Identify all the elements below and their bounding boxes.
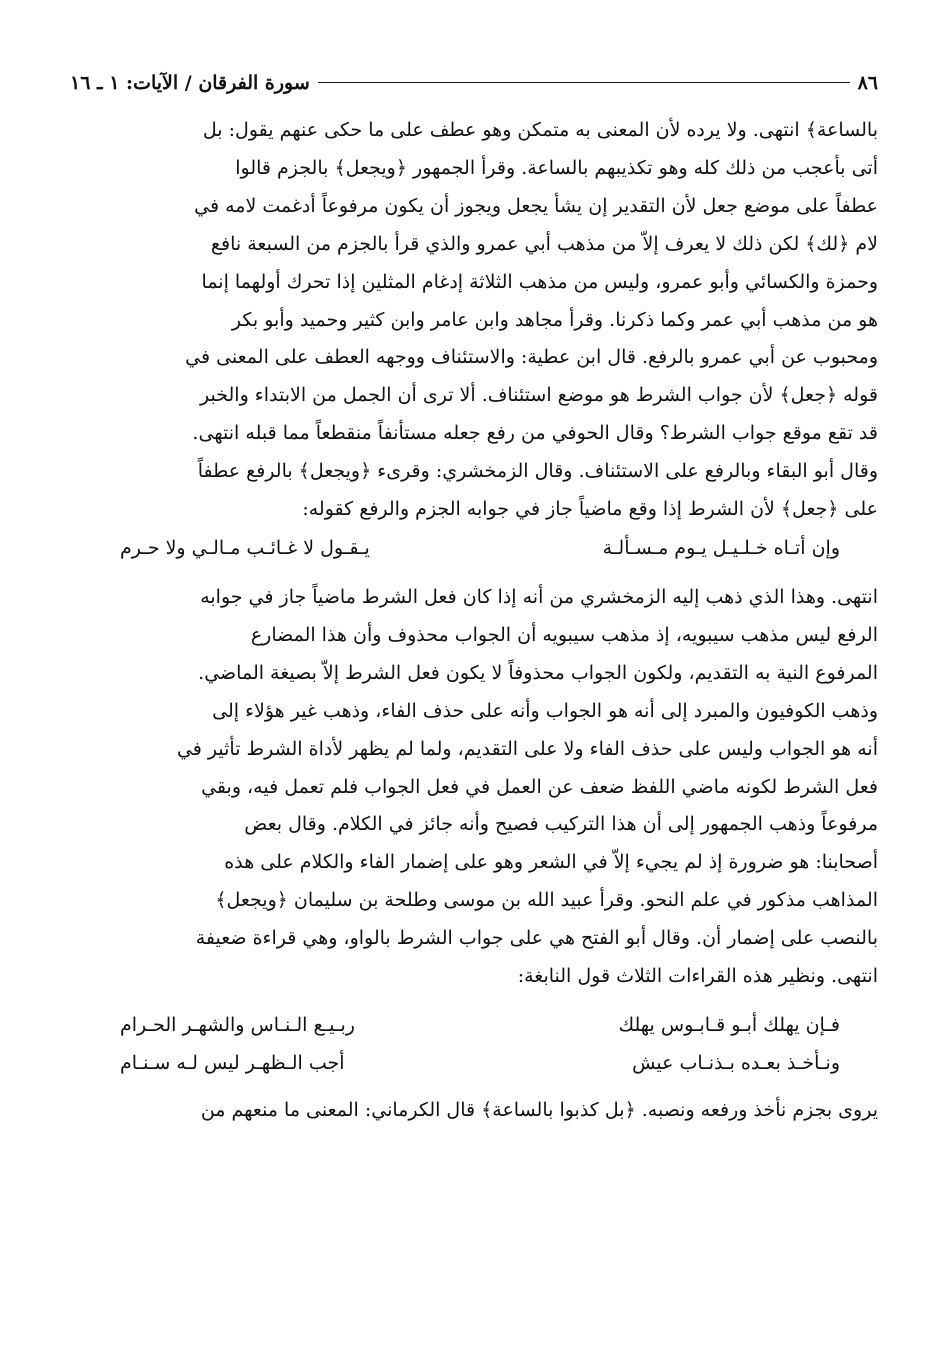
text-line: وذهب الكوفيون والمبرد إلى أنه هو الجواب وأنه على حذف الفاء، وذهب غير هؤلاء إلى [212, 699, 878, 722]
text-line: هو من مذهب أبي عمر وكما ذكرنا. وقرأ مجاهد وابن عامر وابن كثير وحميد وأبو بكر [231, 308, 878, 331]
text-line: المذاهب مذكور في علم النحو. وقرأ عبيد الله بن موسى وطلحة بن سليمان ﴿ويجعل﴾ [215, 889, 878, 912]
book-page [70, 72, 878, 1130]
text-line: الرفع ليس مذهب سيبويه، إذ مذهب سيبويه أن الجواب محذوف وأن هذا المضارع [250, 623, 878, 646]
running-header [70, 72, 878, 112]
paragraph-2 [70, 579, 878, 996]
text-line: أنه هو الجواب وليس على حذف الفاء ولا على التقديم، ولما لم يظهر لأداة الشرط تأثير في [176, 737, 878, 760]
page-number: ٨٦ [857, 72, 878, 94]
text-line: انتهى. ونظير هذه القراءات الثلاث قول النابغة: [517, 965, 878, 988]
text-line: بالساعة﴾ انتهى. ولا يرده لأن المعنى به متمكن وهو عطف على ما حكى عنهم يقول: بل [202, 119, 878, 141]
text-line: مرفوعاً وذهب الجمهور إلى أن هذا التركيب فصيح وأنه جائز في الكلام. وقال بعض [244, 813, 878, 836]
poetry-verse [70, 529, 878, 567]
text-line: وقال أبو البقاء وبالرفع على الاستئناف. وقال الزمخشري: وقرىء ﴿ويجعل﴾ بالرفع عطفاً [197, 460, 878, 483]
text-line: بالنصب على إضمار أن. وقال أبو الفتح هي على جواب الشرط بالواو، وهي قراءة ضعيفة [195, 927, 878, 950]
text-line: أصحابنا: هو ضرورة إذ لم يجيء إلاّ في الشعر وهو على إضمار الفاء والكلام على هذه [224, 851, 878, 874]
text-line: انتهى. وهذا الذي ذهب إليه الزمخشري من أنه إذا كان فعل الشرط ماضياً جاز في جوابه [200, 585, 878, 608]
text-line: المرفوع النية به التقديم، ولكون الجواب محذوفاً لا يكون فعل الشرط إلاّ بصيغة الماضي. [198, 661, 878, 684]
spacer [70, 996, 878, 1006]
verse-second-hemistich: يـقـول لا غـائـب مـالـي ولا حـرم [120, 536, 370, 559]
paragraph-1 [70, 112, 878, 529]
text-line: على ﴿جعل﴾ لأن الشرط إذا وقع ماضياً جاز في جوابه الجزم والرفع كقوله: [302, 498, 878, 521]
verse-first-hemistich: ونـأخـذ بعـده بـذنـاب عيش [632, 1051, 840, 1074]
text-line: ومحبوب عن أبي عمرو بالرفع. قال ابن عطية: والاستئناف ووجهه العطف على المعنى في [185, 346, 878, 369]
spacer [70, 1082, 878, 1092]
text-line: وحمزة والكسائي وأبو عمرو، وليس من مذهب الثلاثة إدغام المثلين إذا تحرك أولهما إنما [201, 270, 878, 293]
verse-first-hemistich: فـإن يهلك أبـو قـابـوس يهلك [618, 1013, 840, 1036]
text-line: عطفاً على موضع جعل لأن التقدير إن يشأ يجعل ويجوز أن يكون مرفوعاً أدغمت لامه في [194, 194, 878, 217]
verse-second-hemistich: أجب الـظهـر ليس لـه سـنـام [120, 1051, 345, 1074]
verse-second-hemistich: ربـيـع الـنـاس والشهـر الحـرام [120, 1013, 355, 1036]
text-line: قوله ﴿جعل﴾ لأن جواب الشرط هو موضع استئناف. ألا ترى أن الجمل من الابتداء والخبر [200, 384, 878, 407]
spacer [70, 567, 878, 579]
text-line: قد تقع موقع جواب الشرط؟ وقال الحوفي من رفع جعله مستأنفاً منقطعاً مما قبله انتهى. [192, 422, 878, 445]
poetry-verse [70, 1006, 878, 1044]
text-line: لام ﴿لك﴾ لكن ذلك لا يعرف إلاّ من مذهب أبي عمرو والذي قرأ بالجزم من السبعة نافع [210, 232, 878, 255]
text-line: يروى بجزم نأخذ ورفعه ونصبه. ﴿بل كذبوا بالساعة﴾ قال الكرماني: المعنى ما منعهم من [200, 1098, 878, 1121]
text-line: فعل الشرط لكونه ماضي اللفظ ضعف عن العمل في فعل الجواب فلم تعمل فيه، وبقي [201, 775, 878, 798]
header-rule [318, 82, 850, 83]
paragraph-3 [70, 1092, 878, 1130]
running-title: سورة الفرقان / الآيات: ١ ـ ١٦ [70, 72, 310, 94]
text-line: أتى بأعجب من ذلك كله وهو تكذيبهم بالساعة. وقرأ الجمهور ﴿ويجعل﴾ بالجزم قالوا [235, 156, 878, 179]
poetry-verse [70, 1044, 878, 1082]
verse-first-hemistich: وإن أتـاه خـلـيـل يـوم مـسـألـة [602, 536, 840, 559]
